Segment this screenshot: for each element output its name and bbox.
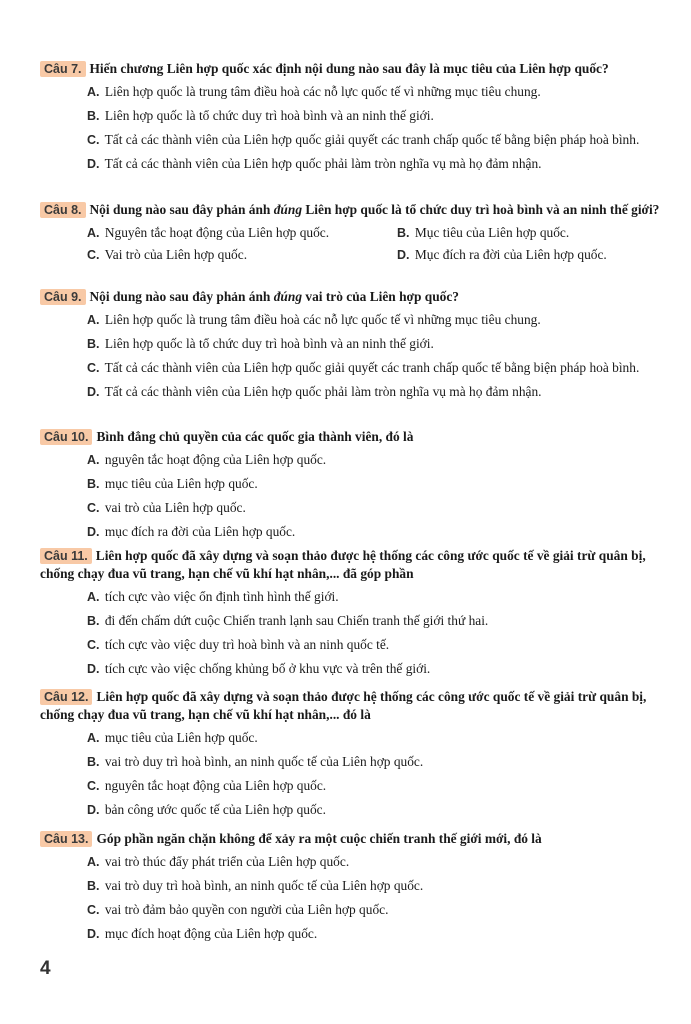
answer-option-d: D. mục đích ra đời của Liên hợp quốc. bbox=[87, 524, 296, 539]
question-stem bbox=[40, 60, 683, 78]
answer-option-c: C. Tất cả các thành viên của Liên hợp quốc giải quyết các tranh chấp quốc tế bằng biện pháp hoà bình. bbox=[87, 360, 640, 375]
answer-option-c: C. vai trò đảm bảo quyền con người của Liên hợp quốc. bbox=[87, 902, 389, 917]
question-number-badge: Câu 10. bbox=[40, 429, 92, 445]
question-number-badge: Câu 8. bbox=[40, 202, 86, 218]
answer-option-b: B. Liên hợp quốc là tổ chức duy trì hoà bình và an ninh thế giới. bbox=[87, 336, 434, 351]
question-number-badge: Câu 12. bbox=[40, 689, 92, 705]
question-text: Liên hợp quốc đã xây dựng và soạn thảo được hệ thống các công ước quốc tế về giải trừ quân bị, chống chạy đua vũ trang, hạn chế vũ khí hạt nhân,... đã góp phần bbox=[40, 548, 646, 581]
answer-option-c: C. Vai trò của Liên hợp quốc. bbox=[87, 247, 248, 262]
answer-option-c: C. tích cực vào việc duy trì hoà bình và an ninh quốc tế. bbox=[87, 637, 390, 652]
answer-option-a: A. Liên hợp quốc là trung tâm điều hoà các nỗ lực quốc tế vì những mục tiêu chung. bbox=[87, 84, 541, 99]
question-text: Nội dung nào sau đây phản ánh đúng Liên hợp quốc là tổ chức duy trì hoà bình và an ninh thế giới? bbox=[89, 202, 660, 217]
answer-option-c: C. vai trò của Liên hợp quốc. bbox=[87, 500, 246, 515]
question-7 bbox=[40, 60, 683, 179]
question-12 bbox=[40, 688, 683, 825]
question-stem bbox=[40, 288, 683, 306]
answer-option-d: D. tích cực vào việc chống khủng bố ở khu vực và trên thế giới. bbox=[87, 661, 431, 676]
question-text: Bình đẳng chủ quyền của các quốc gia thành viên, đó là bbox=[96, 429, 414, 444]
answer-option-b: B. vai trò duy trì hoà bình, an ninh quốc tế của Liên hợp quốc. bbox=[87, 754, 424, 769]
answer-option-b: B. mục tiêu của Liên hợp quốc. bbox=[87, 476, 258, 491]
question-text: Liên hợp quốc đã xây dựng và soạn thảo được hệ thống các công ước quốc tế về giải trừ quân bị, chống chạy đua vũ trang, hạn chế vũ khí hạt nhân,... đó là bbox=[40, 689, 647, 722]
question-9 bbox=[40, 288, 683, 407]
answer-option-d: D. Tất cả các thành viên của Liên hợp quốc phải làm tròn nghĩa vụ mà họ đảm nhận. bbox=[87, 156, 542, 171]
question-13 bbox=[40, 830, 683, 949]
answer-option-d: D. bản công ước quốc tế của Liên hợp quốc. bbox=[87, 802, 326, 817]
question-10 bbox=[40, 428, 683, 547]
answer-option-b: B. Mục tiêu của Liên hợp quốc. bbox=[397, 225, 570, 240]
answer-option-d: D. Tất cả các thành viên của Liên hợp quốc phải làm tròn nghĩa vụ mà họ đảm nhận. bbox=[87, 384, 542, 399]
answer-option-b: B. Liên hợp quốc là tổ chức duy trì hoà bình và an ninh thế giới. bbox=[87, 108, 434, 123]
answer-option-a: A. vai trò thúc đẩy phát triển của Liên hợp quốc. bbox=[87, 854, 350, 869]
answer-option-a: A. mục tiêu của Liên hợp quốc. bbox=[87, 730, 258, 745]
question-stem bbox=[40, 547, 683, 583]
answer-option-d: D. mục đích hoạt động của Liên hợp quốc. bbox=[87, 926, 318, 941]
question-stem bbox=[40, 428, 683, 446]
answer-option-a: A. tích cực vào việc ổn định tình hình thế giới. bbox=[87, 589, 339, 604]
question-text: Góp phần ngăn chặn không để xảy ra một cuộc chiến tranh thế giới mới, đó là bbox=[96, 831, 542, 846]
question-number-badge: Câu 13. bbox=[40, 831, 92, 847]
answer-option-d: D. Mục đích ra đời của Liên hợp quốc. bbox=[397, 247, 607, 262]
question-text: Hiến chương Liên hợp quốc xác định nội dung nào sau đây là mục tiêu của Liên hợp quốc? bbox=[89, 61, 609, 76]
question-11 bbox=[40, 547, 683, 684]
page-number: 4 bbox=[40, 958, 51, 979]
question-text: Nội dung nào sau đây phản ánh đúng vai trò của Liên hợp quốc? bbox=[89, 289, 459, 304]
question-8 bbox=[40, 201, 683, 266]
answer-option-a: A. Liên hợp quốc là trung tâm điều hoà các nỗ lực quốc tế vì những mục tiêu chung. bbox=[87, 312, 541, 327]
question-number-badge: Câu 11. bbox=[40, 548, 92, 564]
question-stem bbox=[40, 688, 683, 724]
answer-option-b: B. đi đến chấm dứt cuộc Chiến tranh lạnh sau Chiến tranh thế giới thứ hai. bbox=[87, 613, 489, 628]
answer-option-b: B. vai trò duy trì hoà bình, an ninh quốc tế của Liên hợp quốc. bbox=[87, 878, 424, 893]
question-number-badge: Câu 9. bbox=[40, 289, 86, 305]
question-number-badge: Câu 7. bbox=[40, 61, 86, 77]
answer-option-c: C. Tất cả các thành viên của Liên hợp quốc giải quyết các tranh chấp quốc tế bằng biện pháp hoà bình. bbox=[87, 132, 640, 147]
answer-option-c: C. nguyên tắc hoạt động của Liên hợp quốc. bbox=[87, 778, 327, 793]
question-stem bbox=[40, 830, 683, 848]
answer-option-a: A. nguyên tắc hoạt động của Liên hợp quốc. bbox=[87, 452, 327, 467]
question-stem bbox=[40, 201, 683, 219]
answer-option-a: A. Nguyên tắc hoạt động của Liên hợp quốc. bbox=[87, 225, 330, 240]
